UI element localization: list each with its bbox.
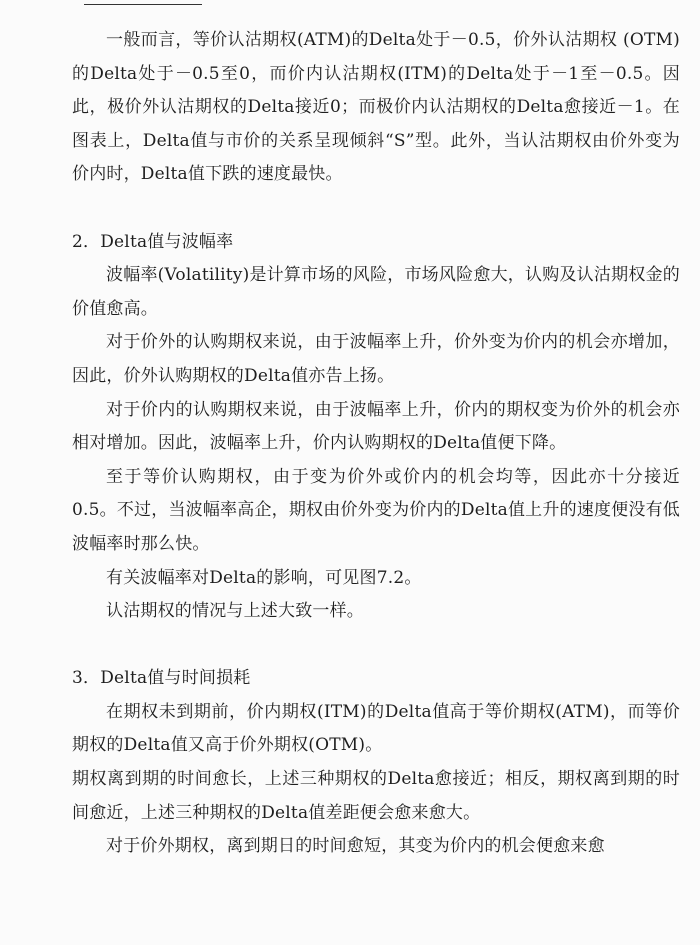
- paragraph-otm-call-volatility: 对于价外的认购期权来说，由于波幅率上升，价外变为价内的机会亦增加，因此，价外认购期权的Delta值亦告上扬。: [72, 332, 680, 386]
- section-heading-volatility: 2．Delta值与波幅率: [72, 231, 234, 252]
- paragraph-delta-ordering: 在期权未到期前，价内期权(ITM)的Delta值高于等价期权(ATM)，而等价期权的Delta值又高于价外期权(OTM)。: [72, 701, 680, 756]
- section-spacer: [72, 192, 680, 226]
- paragraph-put-similar: 认沽期权的情况与上述大致一样。: [106, 601, 364, 622]
- section-spacer: [72, 629, 680, 663]
- paragraph-time-to-expiry: 期权离到期的时间愈长，上述三种期权的Delta愈接近；相反，期权离到期的时间愈近，上述三种期权的Delta值差距便会愈来愈大。: [72, 769, 680, 823]
- top-rule: [84, 4, 202, 5]
- paragraph-itm-call-volatility: 对于价内的认购期权来说，由于波幅率上升，价内的期权变为价外的机会亦相对增加。因此，波幅率上升，价内认购期权的Delta值便下降。: [72, 399, 680, 454]
- paragraph-atm-call-volatility: 至于等价认购期权，由于变为价外或价内的机会均等，因此亦十分接近0.5。不过，当波幅率高企，期权由价外变为价内的Delta值上升的速度便没有低波幅率时那么快。: [72, 466, 680, 554]
- section-heading-time-decay: 3．Delta值与时间损耗: [72, 668, 251, 689]
- paragraph-volatility-definition: 波幅率(Volatility)是计算市场的风险，市场风险愈大，认购及认沽期权金的价值愈高。: [72, 265, 680, 319]
- paragraph-otm-expiry: 对于价外期权，离到期日的时间愈短，其变为价内的机会便愈来愈: [106, 836, 605, 857]
- body-text: [72, 24, 680, 864]
- paragraph-figure-reference: 有关波幅率对Delta的影响，可见图7.2。: [106, 567, 422, 588]
- paragraph-put-delta-range: 一般而言，等价认沽期权(ATM)的Delta处于－0.5，价外认沽期权 (OTM)的Delta处于－0.5至0，而价内认沽期权(ITM)的Delta处于－1至－0.5。因此，极价外认沽期权的Delta接近0；而极价内认沽期权的Delta愈接近－1。在图表上，Delta值与市价的关系呈现倾斜“S”型。此外，当认沽期权由价外变为价内时，Delta值下跌的速度最快。: [72, 30, 680, 185]
